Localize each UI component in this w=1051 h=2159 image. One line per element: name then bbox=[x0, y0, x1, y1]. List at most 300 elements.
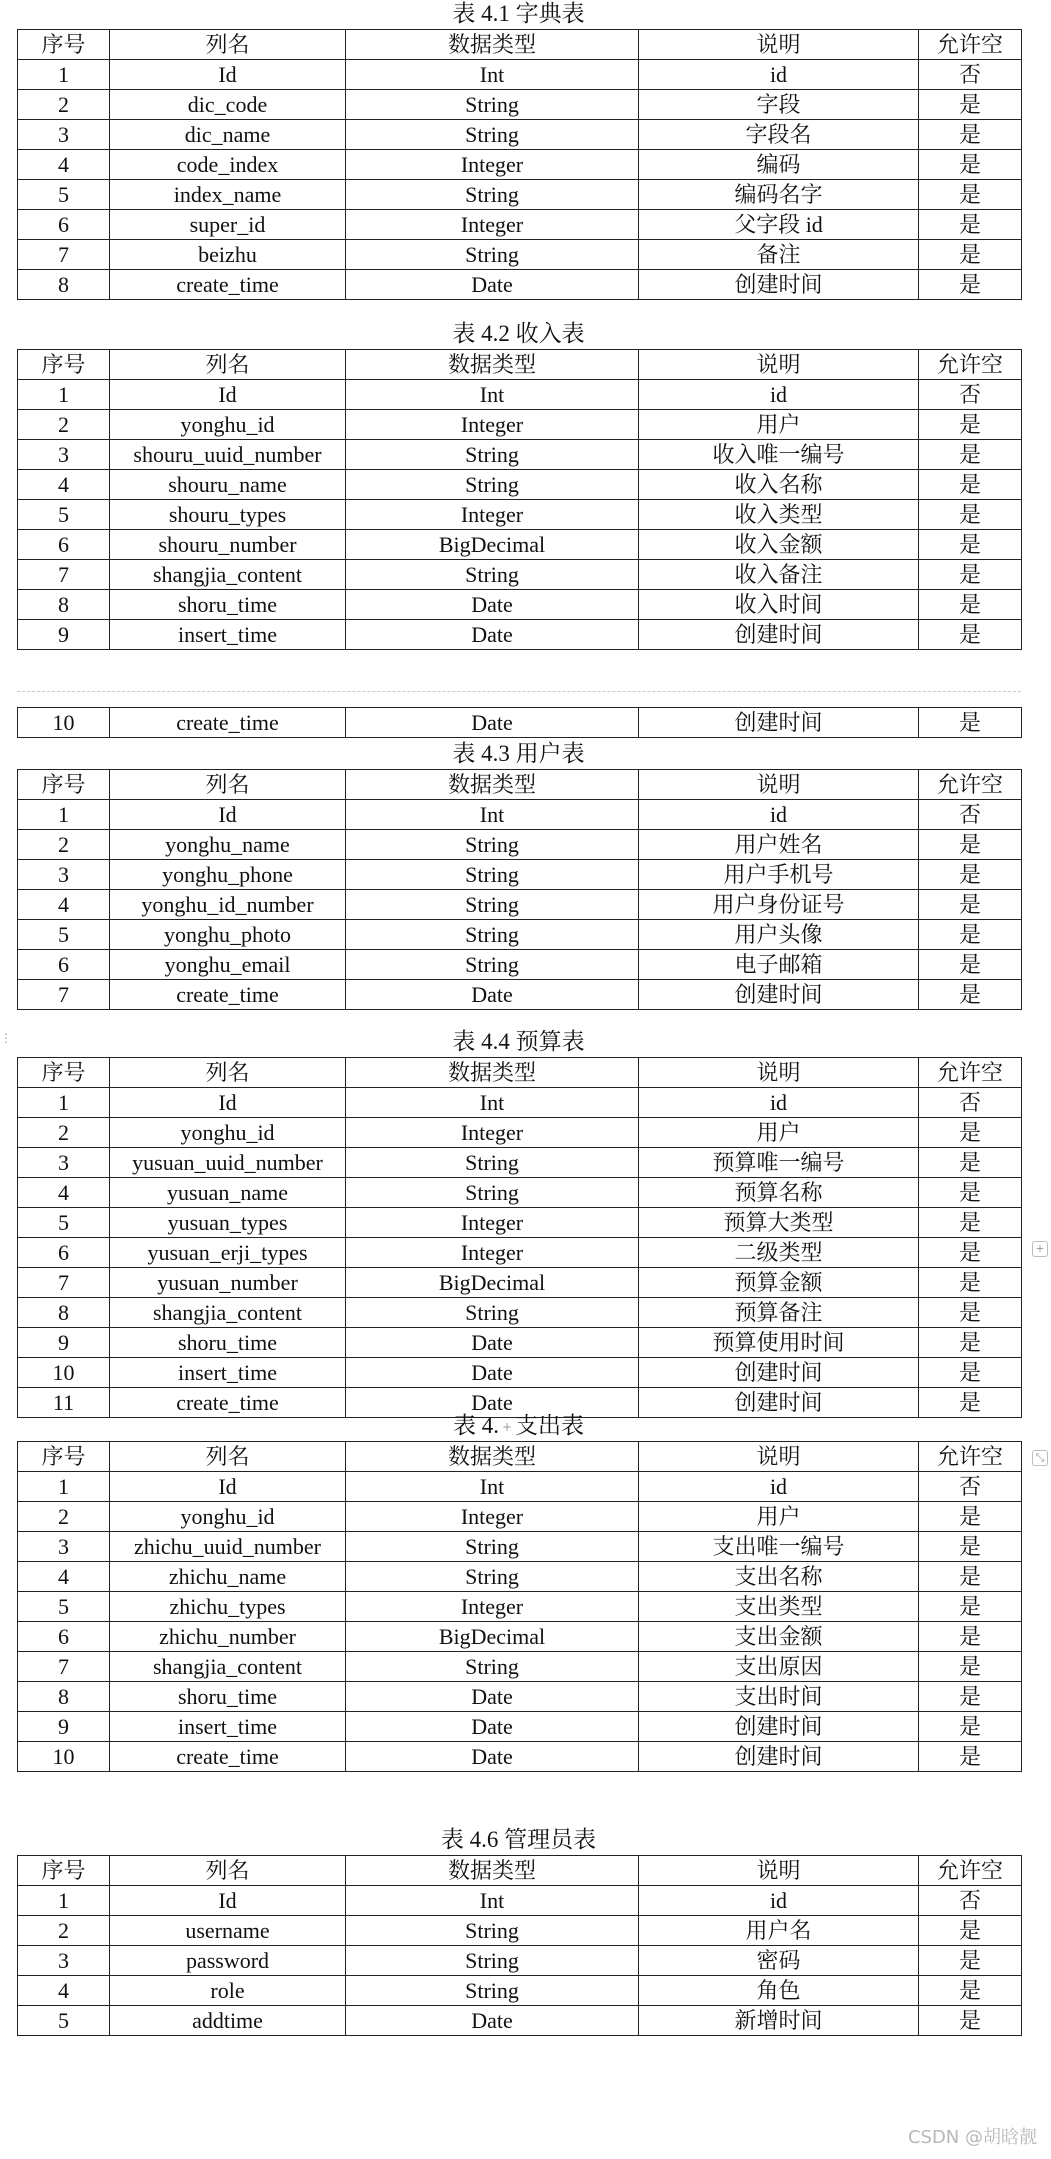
table-cell: String bbox=[346, 1148, 639, 1178]
table-cell: Id bbox=[110, 1886, 346, 1916]
header-cell: 说明 bbox=[639, 350, 919, 380]
table-cell: 创建时间 bbox=[639, 620, 919, 650]
table-cell: String bbox=[346, 180, 639, 210]
table-cell: 6 bbox=[18, 1622, 110, 1652]
table-cell: 创建时间 bbox=[639, 1712, 919, 1742]
table-cell: 7 bbox=[18, 1268, 110, 1298]
table-cell: 6 bbox=[18, 210, 110, 240]
table-row bbox=[18, 1502, 1022, 1532]
header-cell: 数据类型 bbox=[346, 30, 639, 60]
table-cell: 密码 bbox=[639, 1946, 919, 1976]
table-cell: Integer bbox=[346, 1502, 639, 1532]
table-cell: shouru_uuid_number bbox=[110, 440, 346, 470]
header-cell: 允许空 bbox=[919, 1856, 1022, 1886]
table-cell: yonghu_photo bbox=[110, 920, 346, 950]
table-cell: 是 bbox=[919, 1742, 1022, 1772]
table-row bbox=[18, 1652, 1022, 1682]
header-cell: 说明 bbox=[639, 770, 919, 800]
table-cell: 用户姓名 bbox=[639, 830, 919, 860]
header-cell: 允许空 bbox=[919, 1058, 1022, 1088]
table-cell: 7 bbox=[18, 560, 110, 590]
table-row bbox=[18, 90, 1022, 120]
table-cell: 是 bbox=[919, 1712, 1022, 1742]
table-cell: 1 bbox=[18, 1472, 110, 1502]
table-row bbox=[18, 1976, 1022, 2006]
table-cell: 5 bbox=[18, 1208, 110, 1238]
table-cell: 支出时间 bbox=[639, 1682, 919, 1712]
table-cell: dic_code bbox=[110, 90, 346, 120]
table-cell: yonghu_id bbox=[110, 1118, 346, 1148]
table-cell: 支出唯一编号 bbox=[639, 1532, 919, 1562]
table-cell: zhichu_types bbox=[110, 1592, 346, 1622]
table-cell: 4 bbox=[18, 150, 110, 180]
table-cell: Date bbox=[346, 2006, 639, 2036]
table-cell: 预算使用时间 bbox=[639, 1328, 919, 1358]
header-cell: 列名 bbox=[110, 1058, 346, 1088]
table-cell: String bbox=[346, 240, 639, 270]
header-cell: 序号 bbox=[18, 350, 110, 380]
table-cell: Int bbox=[346, 380, 639, 410]
header-cell: 数据类型 bbox=[346, 1442, 639, 1472]
admin-table bbox=[17, 1855, 1022, 2036]
header-cell: 序号 bbox=[18, 1856, 110, 1886]
table-header-row bbox=[18, 30, 1022, 60]
table-cell: Date bbox=[346, 1388, 639, 1418]
table-cell: id bbox=[639, 1886, 919, 1916]
table-cell: yusuan_types bbox=[110, 1208, 346, 1238]
table-cell: String bbox=[346, 890, 639, 920]
header-cell: 允许空 bbox=[919, 1442, 1022, 1472]
table-cell: shouru_number bbox=[110, 530, 346, 560]
table-cell: shoru_time bbox=[110, 1682, 346, 1712]
page-break-marker bbox=[0, 688, 1051, 696]
header-cell: 序号 bbox=[18, 770, 110, 800]
table-cell: 预算大类型 bbox=[639, 1208, 919, 1238]
table-row bbox=[18, 1886, 1022, 1916]
table-cell: 否 bbox=[919, 60, 1022, 90]
table-row bbox=[18, 800, 1022, 830]
table-cell: 8 bbox=[18, 270, 110, 300]
table-row bbox=[18, 1268, 1022, 1298]
table-cell: BigDecimal bbox=[346, 530, 639, 560]
table-row bbox=[18, 240, 1022, 270]
table-cell: 是 bbox=[919, 1976, 1022, 2006]
table-cell: 1 bbox=[18, 380, 110, 410]
table-cell: 收入金额 bbox=[639, 530, 919, 560]
caption-suffix: 支出表 bbox=[515, 1413, 584, 1438]
user-table bbox=[17, 769, 1022, 1010]
table-cell: index_name bbox=[110, 180, 346, 210]
table-cell: yonghu_phone bbox=[110, 860, 346, 890]
table-cell: 是 bbox=[919, 860, 1022, 890]
table-cell: 8 bbox=[18, 1682, 110, 1712]
table-cell: id bbox=[639, 380, 919, 410]
table-row bbox=[18, 1118, 1022, 1148]
table-cell: super_id bbox=[110, 210, 346, 240]
table-cell: 1 bbox=[18, 1088, 110, 1118]
insert-row-handle[interactable]: + bbox=[501, 1420, 513, 1434]
table-cell: String bbox=[346, 1946, 639, 1976]
table-cell: Integer bbox=[346, 1118, 639, 1148]
table-header-row bbox=[18, 350, 1022, 380]
table-row bbox=[18, 1358, 1022, 1388]
table-cell: 是 bbox=[919, 980, 1022, 1010]
table-header-row bbox=[18, 1058, 1022, 1088]
table-cell: insert_time bbox=[110, 1358, 346, 1388]
table-cell: 10 bbox=[18, 1742, 110, 1772]
table-cell: 电子邮箱 bbox=[639, 950, 919, 980]
table-cell: Int bbox=[346, 1886, 639, 1916]
table-cell: String bbox=[346, 1916, 639, 1946]
table-row bbox=[18, 530, 1022, 560]
table-row bbox=[18, 980, 1022, 1010]
budget-table bbox=[17, 1057, 1022, 1418]
table-row bbox=[18, 410, 1022, 440]
header-cell: 数据类型 bbox=[346, 350, 639, 380]
table-row bbox=[18, 150, 1022, 180]
table-cell: 是 bbox=[919, 270, 1022, 300]
table-row bbox=[18, 120, 1022, 150]
table-cell: 2 bbox=[18, 830, 110, 860]
table-cell: Id bbox=[110, 60, 346, 90]
table-row bbox=[18, 1592, 1022, 1622]
table-cell: 5 bbox=[18, 180, 110, 210]
table-cell: Date bbox=[346, 1712, 639, 1742]
table-row bbox=[18, 1178, 1022, 1208]
table-cell: 父字段 id bbox=[639, 210, 919, 240]
table-cell: create_time bbox=[110, 980, 346, 1010]
table-cell: String bbox=[346, 440, 639, 470]
table-cell: Int bbox=[346, 800, 639, 830]
table-cell: 字段 bbox=[639, 90, 919, 120]
table-cell: shangjia_content bbox=[110, 560, 346, 590]
table-cell: 字段名 bbox=[639, 120, 919, 150]
table-cell: String bbox=[346, 90, 639, 120]
table-cell: 10 bbox=[18, 708, 110, 738]
table-cell: 3 bbox=[18, 1946, 110, 1976]
table-cell: String bbox=[346, 470, 639, 500]
table-cell: Int bbox=[346, 1472, 639, 1502]
table-cell: 否 bbox=[919, 1472, 1022, 1502]
table-cell: shoru_time bbox=[110, 1328, 346, 1358]
table-cell: Integer bbox=[346, 1208, 639, 1238]
table-cell: dic_name bbox=[110, 120, 346, 150]
table-cell: yusuan_number bbox=[110, 1268, 346, 1298]
table-cell: Integer bbox=[346, 150, 639, 180]
table-cell: Id bbox=[110, 800, 346, 830]
table-cell: String bbox=[346, 830, 639, 860]
table-cell: Id bbox=[110, 380, 346, 410]
table-cell: 4 bbox=[18, 1562, 110, 1592]
table-row bbox=[18, 1916, 1022, 1946]
table-cell: username bbox=[110, 1916, 346, 1946]
table-cell: 创建时间 bbox=[639, 1358, 919, 1388]
table-cell: 否 bbox=[919, 380, 1022, 410]
table-cell: shouru_types bbox=[110, 500, 346, 530]
header-cell: 允许空 bbox=[919, 30, 1022, 60]
table-cell: create_time bbox=[110, 1388, 346, 1418]
table-cell: Date bbox=[346, 1742, 639, 1772]
table-cell: yonghu_name bbox=[110, 830, 346, 860]
table-cell: 创建时间 bbox=[639, 980, 919, 1010]
table-row bbox=[18, 470, 1022, 500]
table-cell: 收入类型 bbox=[639, 500, 919, 530]
table-cell: String bbox=[346, 860, 639, 890]
table-cell: String bbox=[346, 1976, 639, 2006]
table-row bbox=[18, 1088, 1022, 1118]
table-cell: 是 bbox=[919, 1118, 1022, 1148]
table-caption-4-5 bbox=[17, 1412, 1020, 1439]
table-cell: 3 bbox=[18, 120, 110, 150]
table-row bbox=[18, 708, 1022, 738]
table-cell: 是 bbox=[919, 1178, 1022, 1208]
table-cell: 创建时间 bbox=[639, 708, 919, 738]
table-row bbox=[18, 1532, 1022, 1562]
table-cell: 是 bbox=[919, 1682, 1022, 1712]
table-cell: 是 bbox=[919, 150, 1022, 180]
table-cell: 是 bbox=[919, 180, 1022, 210]
table-cell: 6 bbox=[18, 950, 110, 980]
table-cell: yusuan_uuid_number bbox=[110, 1148, 346, 1178]
table-cell: 4 bbox=[18, 470, 110, 500]
table-cell: 支出原因 bbox=[639, 1652, 919, 1682]
table-cell: Date bbox=[346, 1682, 639, 1712]
table-cell: 是 bbox=[919, 1652, 1022, 1682]
table-row bbox=[18, 1238, 1022, 1268]
table-cell: 2 bbox=[18, 1118, 110, 1148]
table-cell: 3 bbox=[18, 1532, 110, 1562]
table-cell: Date bbox=[346, 1358, 639, 1388]
table-cell: 用户 bbox=[639, 1118, 919, 1148]
table-cell: yusuan_name bbox=[110, 1178, 346, 1208]
table-row bbox=[18, 1298, 1022, 1328]
table-cell: Int bbox=[346, 60, 639, 90]
table-cell: 编码名字 bbox=[639, 180, 919, 210]
table-cell: 收入名称 bbox=[639, 470, 919, 500]
table-row bbox=[18, 620, 1022, 650]
table-cell: Id bbox=[110, 1088, 346, 1118]
table-cell: 用户 bbox=[639, 1502, 919, 1532]
table-cell: 6 bbox=[18, 1238, 110, 1268]
table-cell: zhichu_number bbox=[110, 1622, 346, 1652]
table-cell: code_index bbox=[110, 150, 346, 180]
table-cell: shangjia_content bbox=[110, 1652, 346, 1682]
table-cell: shangjia_content bbox=[110, 1298, 346, 1328]
row-anchor-icon[interactable]: ⋮ bbox=[0, 1031, 12, 1045]
table-cell: 创建时间 bbox=[639, 1742, 919, 1772]
table-cell: 是 bbox=[919, 1532, 1022, 1562]
table-cell: 角色 bbox=[639, 1976, 919, 2006]
table-row bbox=[18, 1562, 1022, 1592]
header-cell: 说明 bbox=[639, 1856, 919, 1886]
table-cell: yonghu_id bbox=[110, 410, 346, 440]
table-cell: 2 bbox=[18, 1916, 110, 1946]
table-cell: 5 bbox=[18, 1592, 110, 1622]
header-cell: 数据类型 bbox=[346, 1058, 639, 1088]
table-cell: 1 bbox=[18, 60, 110, 90]
table-row bbox=[18, 830, 1022, 860]
table-cell: 是 bbox=[919, 1562, 1022, 1592]
header-cell: 数据类型 bbox=[346, 770, 639, 800]
table-cell: 是 bbox=[919, 120, 1022, 150]
table-row bbox=[18, 1682, 1022, 1712]
table-cell: 2 bbox=[18, 410, 110, 440]
table-cell: beizhu bbox=[110, 240, 346, 270]
table-row bbox=[18, 1622, 1022, 1652]
header-cell: 列名 bbox=[110, 770, 346, 800]
table-cell: 5 bbox=[18, 920, 110, 950]
table-cell: 2 bbox=[18, 90, 110, 120]
table-resize-handle-icon[interactable]: ⤡ bbox=[1032, 1450, 1048, 1466]
table-cell: Id bbox=[110, 1472, 346, 1502]
table-move-handle-icon[interactable]: + bbox=[1032, 1241, 1048, 1257]
table-row bbox=[18, 890, 1022, 920]
table-cell: 11 bbox=[18, 1388, 110, 1418]
table-cell: id bbox=[639, 800, 919, 830]
table-cell: 是 bbox=[919, 1916, 1022, 1946]
table-cell: 3 bbox=[18, 860, 110, 890]
table-cell: 备注 bbox=[639, 240, 919, 270]
table-cell: 用户身份证号 bbox=[639, 890, 919, 920]
table-cell: zhichu_uuid_number bbox=[110, 1532, 346, 1562]
table-cell: 1 bbox=[18, 800, 110, 830]
table-cell: 1 bbox=[18, 1886, 110, 1916]
table-cell: Integer bbox=[346, 210, 639, 240]
table-cell: id bbox=[639, 1472, 919, 1502]
table-cell: 否 bbox=[919, 1886, 1022, 1916]
table-row bbox=[18, 1148, 1022, 1178]
watermark: CSDN @胡晗靓 bbox=[907, 2127, 1037, 2148]
table-cell: shouru_name bbox=[110, 470, 346, 500]
table-cell: 9 bbox=[18, 1328, 110, 1358]
table-cell: 创建时间 bbox=[639, 1388, 919, 1418]
table-cell: String bbox=[346, 1178, 639, 1208]
table-cell: password bbox=[110, 1946, 346, 1976]
table-cell: addtime bbox=[110, 2006, 346, 2036]
table-row bbox=[18, 860, 1022, 890]
table-cell: 是 bbox=[919, 240, 1022, 270]
table-row bbox=[18, 920, 1022, 950]
table-cell: Date bbox=[346, 708, 639, 738]
table-cell: 是 bbox=[919, 1238, 1022, 1268]
table-cell: 是 bbox=[919, 410, 1022, 440]
table-cell: 7 bbox=[18, 1652, 110, 1682]
table-cell: 是 bbox=[919, 920, 1022, 950]
table-cell: Date bbox=[346, 980, 639, 1010]
table-cell: 7 bbox=[18, 240, 110, 270]
table-cell: yonghu_email bbox=[110, 950, 346, 980]
header-cell: 列名 bbox=[110, 1442, 346, 1472]
table-cell: create_time bbox=[110, 1742, 346, 1772]
table-cell: String bbox=[346, 120, 639, 150]
table-caption-4-6: 表 4.6 管理员表 bbox=[440, 1827, 597, 1852]
header-cell: 允许空 bbox=[919, 770, 1022, 800]
table-cell: shoru_time bbox=[110, 590, 346, 620]
table-cell: 5 bbox=[18, 2006, 110, 2036]
table-cell: 是 bbox=[919, 470, 1022, 500]
table-row bbox=[18, 210, 1022, 240]
table-cell: 8 bbox=[18, 590, 110, 620]
table-cell: 是 bbox=[919, 950, 1022, 980]
table-cell: 是 bbox=[919, 90, 1022, 120]
table-cell: String bbox=[346, 1298, 639, 1328]
table-cell: 是 bbox=[919, 1208, 1022, 1238]
table-cell: 是 bbox=[919, 620, 1022, 650]
table-cell: 收入唯一编号 bbox=[639, 440, 919, 470]
table-cell: String bbox=[346, 1562, 639, 1592]
header-cell: 允许空 bbox=[919, 350, 1022, 380]
table-cell: String bbox=[346, 1532, 639, 1562]
table-cell: 支出金额 bbox=[639, 1622, 919, 1652]
table-cell: insert_time bbox=[110, 1712, 346, 1742]
table-cell: 用户头像 bbox=[639, 920, 919, 950]
table-cell: 7 bbox=[18, 980, 110, 1010]
table-cell: Date bbox=[346, 620, 639, 650]
table-cell: 新增时间 bbox=[639, 2006, 919, 2036]
table-cell: String bbox=[346, 560, 639, 590]
table-cell: String bbox=[346, 920, 639, 950]
table-cell: 支出类型 bbox=[639, 1592, 919, 1622]
table-cell: 预算金额 bbox=[639, 1268, 919, 1298]
table-cell: role bbox=[110, 1976, 346, 2006]
income-table bbox=[17, 349, 1022, 650]
table-row bbox=[18, 1712, 1022, 1742]
table-cell: yusuan_erji_types bbox=[110, 1238, 346, 1268]
table-cell: 预算名称 bbox=[639, 1178, 919, 1208]
table-cell: id bbox=[639, 1088, 919, 1118]
table-cell: zhichu_name bbox=[110, 1562, 346, 1592]
table-cell: 是 bbox=[919, 590, 1022, 620]
header-cell: 序号 bbox=[18, 1442, 110, 1472]
table-cell: Date bbox=[346, 270, 639, 300]
table-row bbox=[18, 1472, 1022, 1502]
table-cell: 收入时间 bbox=[639, 590, 919, 620]
table-caption-4-3: 表 4.3 用户表 bbox=[452, 741, 585, 766]
table-cell: Date bbox=[346, 590, 639, 620]
table-row bbox=[18, 380, 1022, 410]
table-caption-4-4: 表 4.4 预算表 bbox=[452, 1029, 585, 1054]
table-cell: 4 bbox=[18, 1976, 110, 2006]
table-cell: 是 bbox=[919, 210, 1022, 240]
table-cell: 3 bbox=[18, 440, 110, 470]
table-row bbox=[18, 500, 1022, 530]
table-cell: 预算唯一编号 bbox=[639, 1148, 919, 1178]
table-row bbox=[18, 60, 1022, 90]
table-caption-4-2: 表 4.2 收入表 bbox=[452, 321, 585, 346]
table-cell: 否 bbox=[919, 1088, 1022, 1118]
header-cell: 列名 bbox=[110, 350, 346, 380]
table-row bbox=[18, 180, 1022, 210]
table-row bbox=[18, 1742, 1022, 1772]
table-cell: 是 bbox=[919, 708, 1022, 738]
table-cell: 9 bbox=[18, 620, 110, 650]
table-cell: 二级类型 bbox=[639, 1238, 919, 1268]
table-cell: 编码 bbox=[639, 150, 919, 180]
table-row bbox=[18, 950, 1022, 980]
table-cell: create_time bbox=[110, 270, 346, 300]
table-cell: 是 bbox=[919, 1358, 1022, 1388]
table-cell: 收入备注 bbox=[639, 560, 919, 590]
header-cell: 说明 bbox=[639, 1442, 919, 1472]
table-cell: 用户 bbox=[639, 410, 919, 440]
table-row bbox=[18, 1328, 1022, 1358]
table-cell: 用户手机号 bbox=[639, 860, 919, 890]
table-row bbox=[18, 560, 1022, 590]
table-cell: id bbox=[639, 60, 919, 90]
income-table-continued bbox=[17, 707, 1022, 738]
table-cell: 是 bbox=[919, 890, 1022, 920]
table-cell: 是 bbox=[919, 2006, 1022, 2036]
